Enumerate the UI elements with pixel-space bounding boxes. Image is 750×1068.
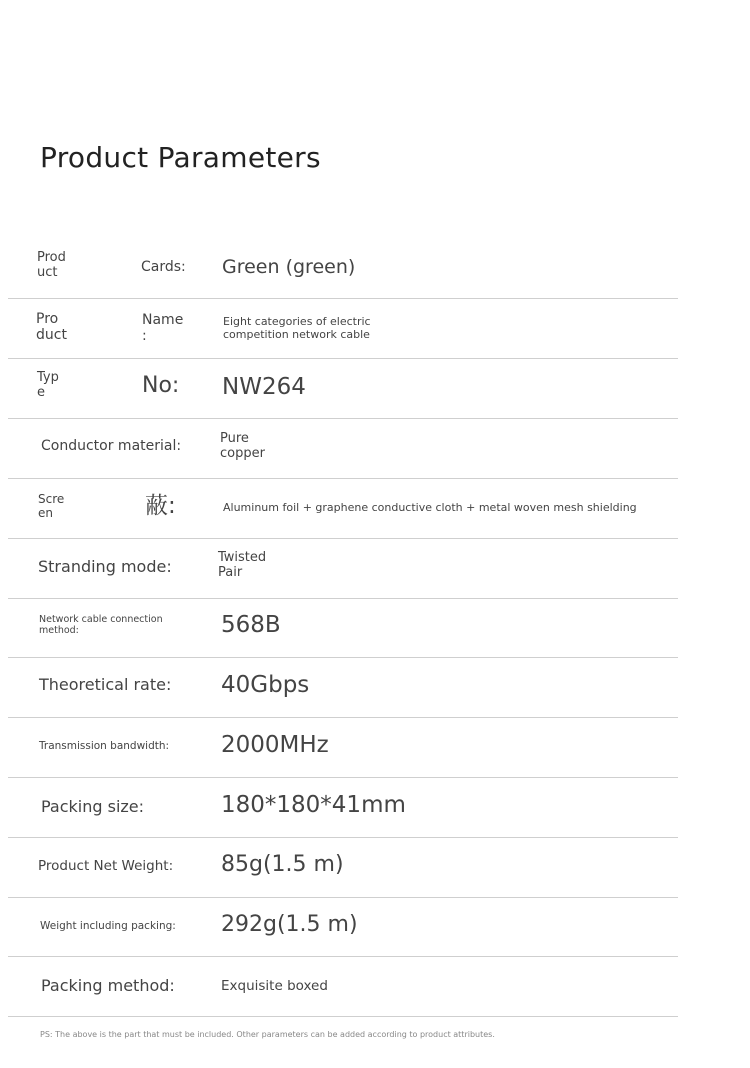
row-value: Exquisite boxed	[221, 978, 328, 994]
row-value: 568B	[221, 612, 281, 638]
row-value: 2000MHz	[221, 732, 329, 758]
param-row-packing-size	[8, 778, 678, 838]
row-label: Stranding mode:	[38, 557, 172, 576]
footnote: PS: The above is the part that must be included. Other parameters can be added according to product attributes.	[40, 1030, 495, 1039]
param-row-rate	[8, 658, 678, 718]
row-label: Network cable connection method:	[39, 614, 163, 636]
param-row-type	[8, 359, 678, 419]
row-label: Packing method:	[41, 976, 175, 995]
row-label: Product Net Weight:	[38, 858, 174, 874]
row-value: Pure copper	[220, 431, 265, 461]
page-title: Product Parameters	[40, 141, 321, 174]
row-label-part-a: Pro duct	[36, 311, 67, 344]
row-value: Green (green)	[222, 256, 356, 278]
row-label: Packing size:	[41, 797, 145, 816]
row-label-part-b: Cards:	[141, 259, 186, 275]
param-row-name	[8, 299, 678, 359]
row-label-part-b: 蔽:	[145, 493, 176, 519]
row-value: 85g(1.5 m)	[221, 852, 344, 877]
row-label-part-a: Typ e	[37, 370, 59, 400]
row-label-part-b: No:	[142, 373, 180, 398]
row-label-part-a: Prod uct	[37, 250, 66, 280]
param-row-bandwidth	[8, 718, 678, 778]
row-label-part-b: Name :	[142, 312, 184, 345]
row-value: 40Gbps	[221, 672, 310, 698]
row-label: Weight including packing:	[40, 920, 176, 932]
param-row-card	[8, 239, 678, 299]
row-label: Transmission bandwidth:	[39, 740, 170, 752]
row-label-part-a: Scre en	[38, 492, 65, 520]
param-row-shielding	[8, 479, 678, 539]
row-value: 180*180*41mm	[221, 792, 406, 818]
param-row-packing-method	[8, 957, 678, 1017]
row-value: Eight categories of electric competition network cable	[223, 315, 371, 341]
row-label: Theoretical rate:	[39, 675, 172, 694]
param-row-gross-weight	[8, 897, 678, 957]
param-row-stranding	[8, 539, 678, 599]
param-row-connection	[8, 598, 678, 658]
row-label: Conductor material:	[41, 438, 182, 454]
row-value: Twisted Pair	[218, 550, 267, 580]
param-row-net-weight	[8, 838, 678, 898]
row-value: Aluminum foil + graphene conductive cloth + metal woven mesh shielding	[223, 501, 637, 514]
row-value: 292g(1.5 m)	[221, 912, 358, 937]
param-row-conductor	[8, 419, 678, 479]
row-value: NW264	[222, 374, 306, 400]
